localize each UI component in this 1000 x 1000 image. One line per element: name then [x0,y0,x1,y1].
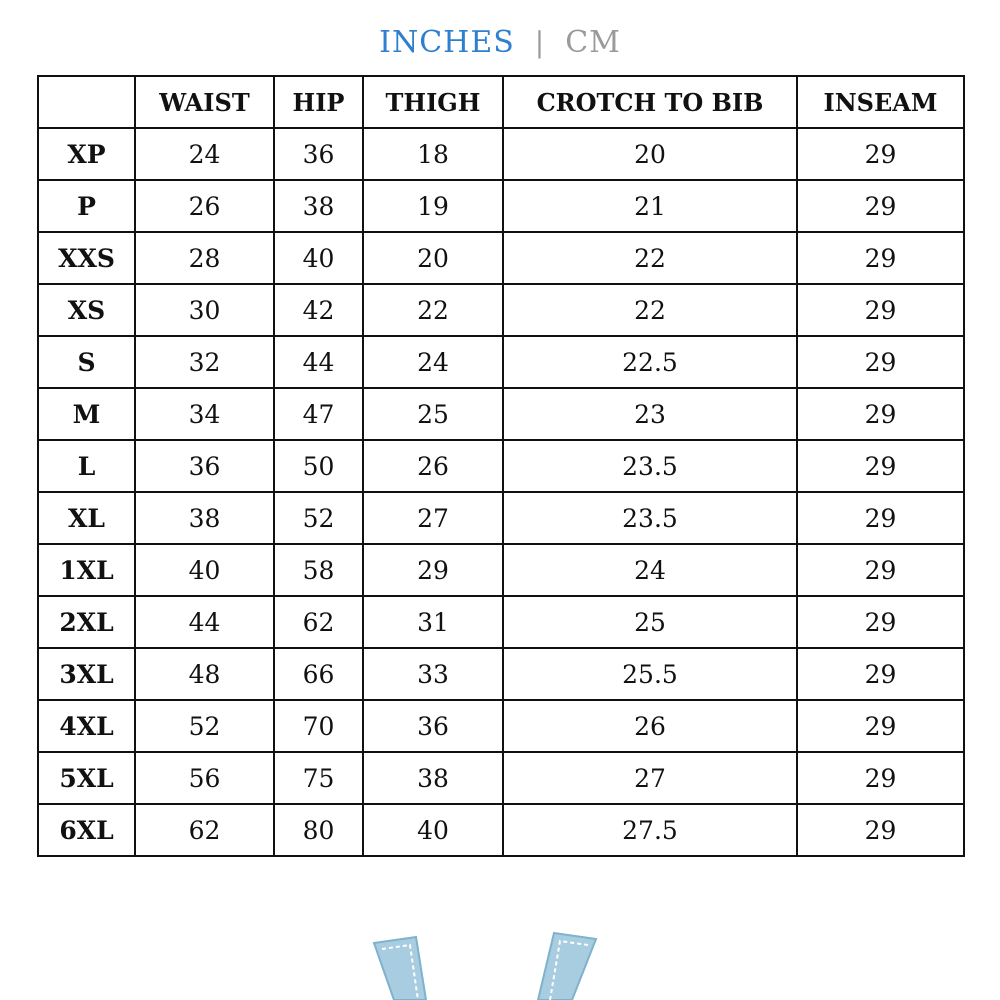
inseam-cell: 29 [797,336,964,388]
header-crotch-to-bib: CROTCH TO BIB [503,76,797,128]
thigh-cell: 40 [363,804,503,856]
size-cell: M [38,388,135,440]
thigh-cell: 19 [363,180,503,232]
hip-cell: 44 [274,336,363,388]
inseam-cell: 29 [797,804,964,856]
table-row [38,128,964,180]
crotch-to-bib-cell: 25.5 [503,648,797,700]
table-row [38,388,964,440]
inseam-cell: 29 [797,284,964,336]
table-row [38,180,964,232]
hip-cell: 70 [274,700,363,752]
cm-tab[interactable]: CM [565,24,621,60]
waist-cell: 62 [135,804,274,856]
size-cell: XXS [38,232,135,284]
header-thigh: THIGH [363,76,503,128]
size-chart-table [37,75,965,857]
waist-cell: 40 [135,544,274,596]
inseam-cell: 29 [797,596,964,648]
waist-cell: 44 [135,596,274,648]
table-row [38,492,964,544]
hip-cell: 62 [274,596,363,648]
inseam-cell: 29 [797,752,964,804]
hip-cell: 42 [274,284,363,336]
table-row [38,700,964,752]
header-waist: WAIST [135,76,274,128]
size-cell: 6XL [38,804,135,856]
unit-separator: | [534,25,546,59]
inseam-cell: 29 [797,648,964,700]
thigh-cell: 27 [363,492,503,544]
table-row [38,440,964,492]
waist-cell: 38 [135,492,274,544]
size-cell: 3XL [38,648,135,700]
overalls-straps-icon [360,925,620,1000]
waist-cell: 52 [135,700,274,752]
hip-cell: 58 [274,544,363,596]
crotch-to-bib-cell: 22.5 [503,336,797,388]
inseam-cell: 29 [797,700,964,752]
waist-cell: 32 [135,336,274,388]
table-row [38,804,964,856]
inseam-cell: 29 [797,128,964,180]
size-cell: 5XL [38,752,135,804]
crotch-to-bib-cell: 25 [503,596,797,648]
table-header-row [38,76,964,128]
crotch-to-bib-cell: 26 [503,700,797,752]
size-cell: S [38,336,135,388]
size-cell: XS [38,284,135,336]
waist-cell: 26 [135,180,274,232]
hip-cell: 52 [274,492,363,544]
hip-cell: 66 [274,648,363,700]
table-row [38,596,964,648]
inseam-cell: 29 [797,232,964,284]
size-cell: L [38,440,135,492]
waist-cell: 30 [135,284,274,336]
thigh-cell: 38 [363,752,503,804]
waist-cell: 48 [135,648,274,700]
inseam-cell: 29 [797,180,964,232]
header-inseam: INSEAM [797,76,964,128]
crotch-to-bib-cell: 21 [503,180,797,232]
size-cell: 1XL [38,544,135,596]
waist-cell: 36 [135,440,274,492]
hip-cell: 47 [274,388,363,440]
header-hip: HIP [274,76,363,128]
crotch-to-bib-cell: 23.5 [503,492,797,544]
hip-cell: 50 [274,440,363,492]
waist-cell: 28 [135,232,274,284]
crotch-to-bib-cell: 22 [503,232,797,284]
crotch-to-bib-cell: 20 [503,128,797,180]
waist-cell: 56 [135,752,274,804]
table-row [38,232,964,284]
hip-cell: 80 [274,804,363,856]
hip-cell: 40 [274,232,363,284]
thigh-cell: 31 [363,596,503,648]
table-row [38,648,964,700]
inseam-cell: 29 [797,492,964,544]
hip-cell: 38 [274,180,363,232]
inseam-cell: 29 [797,440,964,492]
thigh-cell: 20 [363,232,503,284]
table-row [38,544,964,596]
crotch-to-bib-cell: 23 [503,388,797,440]
waist-cell: 34 [135,388,274,440]
inches-tab[interactable]: INCHES [379,24,515,60]
table-body [38,128,964,856]
crotch-to-bib-cell: 22 [503,284,797,336]
inseam-cell: 29 [797,544,964,596]
size-cell: XP [38,128,135,180]
size-cell: XL [38,492,135,544]
inseam-cell: 29 [797,388,964,440]
header-size [38,76,135,128]
size-cell: 4XL [38,700,135,752]
hip-cell: 36 [274,128,363,180]
table-row [38,752,964,804]
thigh-cell: 36 [363,700,503,752]
unit-toggle [0,20,1000,64]
hip-cell: 75 [274,752,363,804]
crotch-to-bib-cell: 24 [503,544,797,596]
size-cell: P [38,180,135,232]
waist-cell: 24 [135,128,274,180]
thigh-cell: 25 [363,388,503,440]
thigh-cell: 26 [363,440,503,492]
table-row [38,284,964,336]
thigh-cell: 24 [363,336,503,388]
thigh-cell: 33 [363,648,503,700]
crotch-to-bib-cell: 27 [503,752,797,804]
thigh-cell: 29 [363,544,503,596]
size-cell: 2XL [38,596,135,648]
thigh-cell: 18 [363,128,503,180]
crotch-to-bib-cell: 23.5 [503,440,797,492]
crotch-to-bib-cell: 27.5 [503,804,797,856]
thigh-cell: 22 [363,284,503,336]
table-row [38,336,964,388]
